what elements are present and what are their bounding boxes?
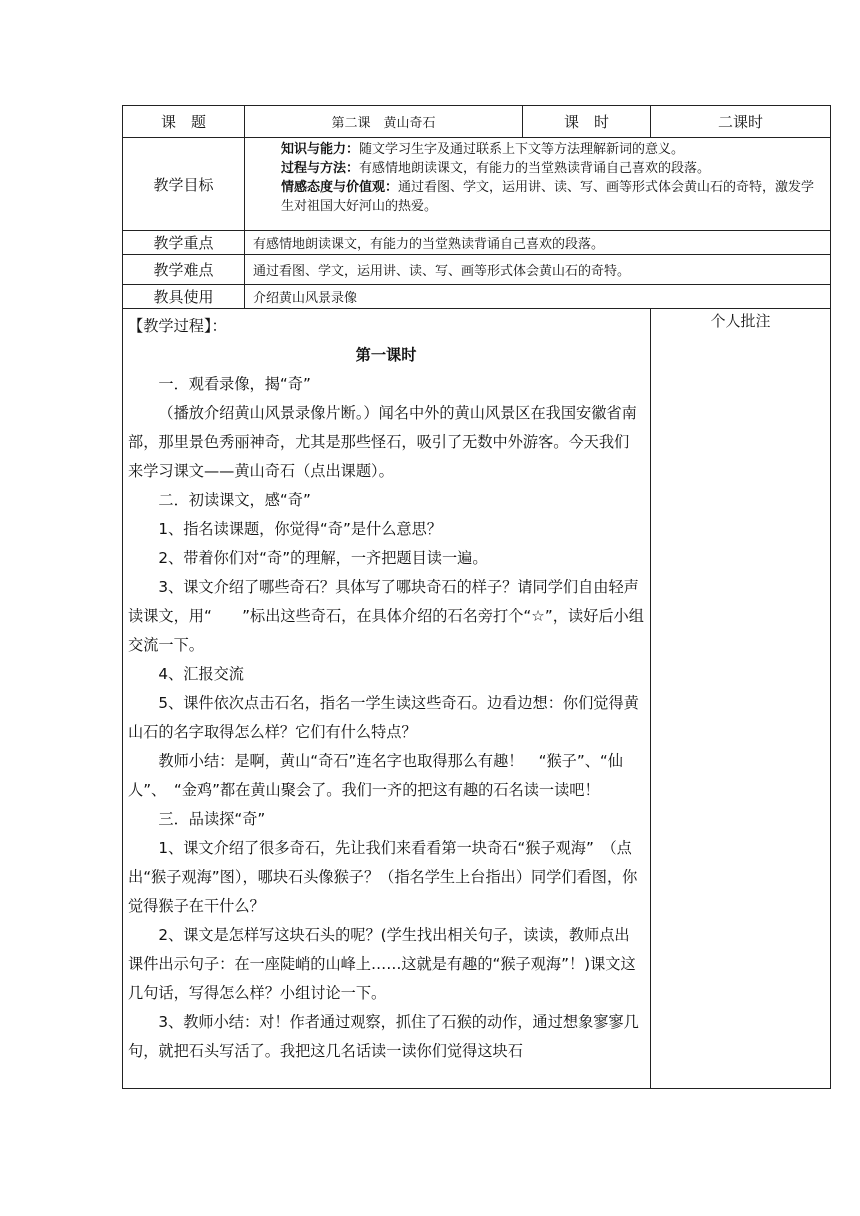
process-paragraph: 一．观看录像，揭“奇”: [158, 375, 311, 393]
process-paragraph: 3、教师小结：对！作者通过观察，抓住了石猴的动作，通过想象寥寥几句，就把石头写活了。我把这几名话读一读你们觉得这块石: [128, 1013, 639, 1060]
goals-label: 教学目标: [153, 175, 214, 194]
lesson-title: 第一课时: [355, 346, 417, 364]
process-paragraph: 2、课文是怎样写这块石头的呢？(学生找出相关句子，读读，教师点出课件出示句子：在一座陡峭的山峰上……这就是有趣的“猴子观海”！)课文这几句话，写得怎么样？小组讨论一下。: [128, 926, 636, 1002]
goal-item-knowledge: 知识与能力：随文学习生字及通过联系上下文等方法理解新词的意义。: [281, 142, 685, 157]
process-body: [128, 312, 644, 1086]
process-paragraph: 教师小结：是啊，黄山“奇石”连名字也取得那么有趣！ “猴子”、“仙人”、 “金鸡”都在黄山聚会了。我们一齐的把这有趣的石名读一读吧！: [128, 752, 623, 799]
tools-text: 介绍黄山风景录像: [253, 291, 358, 306]
process-paragraph: （播放介绍黄山风景录像片断。）闻名中外的黄山风景区在我国安徽省南部，那里景色秀丽神奇，尤其是那些怪石，吸引了无数中外游客。今天我们来学习课文——黄山奇石（点出课题）。: [128, 404, 637, 480]
topic-label: 课 题: [160, 113, 206, 131]
tools-label: 教具使用: [153, 288, 214, 306]
process-heading: 【教学过程】：: [128, 317, 227, 335]
process-paragraph: 2、带着你们对“奇”的理解，一齐把题目读一遍。: [158, 549, 488, 567]
key-point-label: 教学重点: [153, 234, 214, 252]
difficulty-text: 通过看图、学文，运用讲、读、写、画等形式体会黄山石的奇特。: [253, 264, 631, 279]
goals-content: [245, 138, 830, 230]
process-paragraph: 三．品读探“奇”: [158, 810, 266, 828]
topic-value: 第二课 黄山奇石: [331, 116, 436, 131]
process-paragraph: 4、汇报交流: [158, 665, 244, 683]
notes-label: 个人批注: [710, 312, 771, 330]
goal-item-attitude: 情感态度与价值观：通过看图、学文，运用讲、读、写、画等形式体会黄山石的奇特，激发学生对祖国大好河山的热爱。: [281, 180, 815, 214]
process-paragraph: 1、指名读课题，你觉得“奇”是什么意思？: [158, 520, 442, 538]
process-paragraph: 5、课件依次点击石名，指名一学生读这些奇石。边看边想：你们觉得黄山石的名字取得怎么样？它们有什么特点？: [128, 694, 639, 741]
difficulty-label: 教学难点: [153, 261, 214, 279]
period-value: 二课时: [717, 113, 763, 131]
goal-item-process: 过程与方法：有感情地朗读课文，有能力的当堂熟读背诵自己喜欢的段落。: [281, 161, 711, 176]
process-paragraph: 3、课文介绍了哪些奇石？具体写了哪块奇石的样子？请同学们自由轻声读课文，用“ ”标出这些奇石，在具体介绍的石名旁打个“☆”，读好后小组交流一下。: [128, 578, 644, 654]
key-point-text: 有感情地朗读课文，有能力的当堂熟读背诵自己喜欢的段落。: [253, 237, 605, 252]
process-paragraph: 1、课文介绍了很多奇石，先让我们来看看第一块奇石“猴子观海” （点出“猴子观海”图），哪块石头像猴子？（指名学生上台指出）同学们看图，你觉得猴子在干什么？: [128, 839, 638, 915]
process-paragraph: 二．初读课文，感“奇”: [158, 491, 311, 509]
period-label: 课 时: [563, 113, 609, 131]
